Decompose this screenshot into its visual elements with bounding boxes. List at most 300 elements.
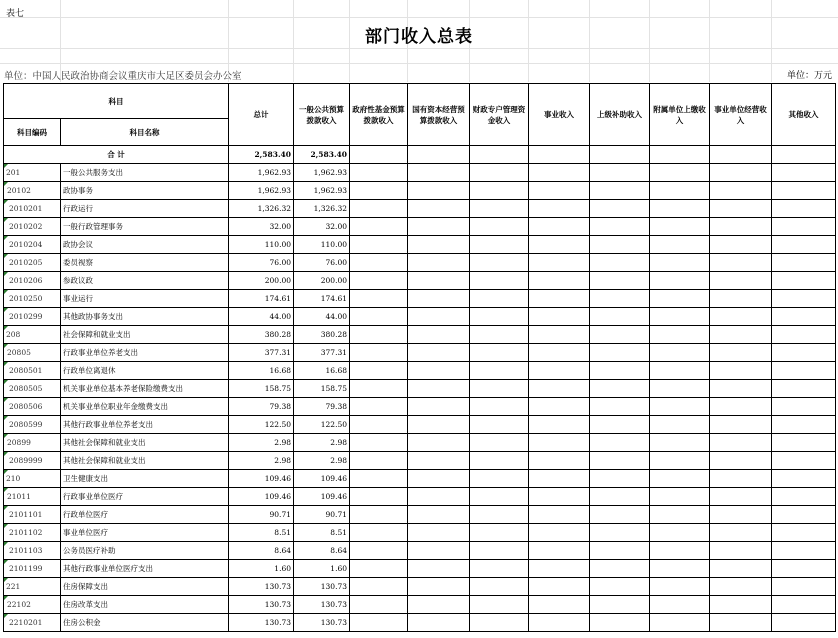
empty-cell[interactable] (590, 362, 650, 380)
empty-cell[interactable] (710, 254, 772, 272)
total-cell[interactable]: 130.73 (229, 578, 294, 596)
empty-cell[interactable] (470, 488, 529, 506)
table-row[interactable] (4, 164, 836, 182)
empty-cell[interactable] (590, 560, 650, 578)
header-business-operation[interactable]: 事业单位经营收入 (710, 84, 772, 146)
subject-name-cell[interactable]: 住房改革支出 (61, 596, 229, 614)
empty-cell[interactable] (350, 218, 408, 236)
header-special-fund[interactable]: 财政专户管理资金收入 (470, 84, 529, 146)
general-budget-cell[interactable]: 32.00 (294, 218, 350, 236)
empty-cell[interactable] (408, 272, 470, 290)
empty-cell[interactable] (408, 416, 470, 434)
empty-cell[interactable] (529, 380, 590, 398)
empty-cell[interactable] (650, 470, 710, 488)
empty-cell[interactable] (470, 452, 529, 470)
empty-cell[interactable] (772, 488, 836, 506)
empty-cell[interactable] (529, 218, 590, 236)
empty-cell[interactable] (590, 506, 650, 524)
total-cell[interactable]: 1.60 (229, 560, 294, 578)
empty-cell[interactable] (350, 362, 408, 380)
empty-cell[interactable] (590, 614, 650, 632)
empty-cell[interactable] (650, 560, 710, 578)
total-row[interactable] (4, 146, 836, 164)
subject-name-cell[interactable]: 事业单位医疗 (61, 524, 229, 542)
empty-cell[interactable] (529, 344, 590, 362)
empty-cell[interactable] (470, 164, 529, 182)
header-code[interactable]: 科目编码 (4, 119, 61, 146)
general-budget-cell[interactable]: 380.28 (294, 326, 350, 344)
empty-cell[interactable] (529, 560, 590, 578)
total-cell[interactable]: 90.71 (229, 506, 294, 524)
empty-cell[interactable] (408, 290, 470, 308)
subject-name-cell[interactable]: 参政议政 (61, 272, 229, 290)
total-cell[interactable]: 109.46 (229, 470, 294, 488)
subject-name-cell[interactable]: 机关事业单位职业年金缴费支出 (61, 398, 229, 416)
empty-cell[interactable] (470, 434, 529, 452)
empty-cell[interactable] (408, 182, 470, 200)
empty-cell[interactable] (772, 164, 836, 182)
empty-cell[interactable] (470, 596, 529, 614)
empty-cell[interactable] (590, 308, 650, 326)
empty-cell[interactable] (408, 218, 470, 236)
empty-cell[interactable] (710, 200, 772, 218)
table-row[interactable] (4, 380, 836, 398)
empty-cell[interactable] (350, 398, 408, 416)
empty-cell[interactable] (710, 362, 772, 380)
empty-cell[interactable] (590, 218, 650, 236)
empty-cell[interactable] (590, 146, 650, 164)
subject-code-cell[interactable]: 2080501 (4, 362, 61, 380)
empty-cell[interactable] (350, 200, 408, 218)
general-budget-cell[interactable]: 110.00 (294, 236, 350, 254)
empty-cell[interactable] (470, 506, 529, 524)
empty-cell[interactable] (408, 344, 470, 362)
subject-name-cell[interactable]: 其他社会保障和就业支出 (61, 434, 229, 452)
subject-code-cell[interactable]: 201 (4, 164, 61, 182)
total-cell[interactable]: 8.51 (229, 524, 294, 542)
empty-cell[interactable] (350, 416, 408, 434)
total-cell[interactable]: 380.28 (229, 326, 294, 344)
empty-cell[interactable] (350, 254, 408, 272)
empty-cell[interactable] (772, 272, 836, 290)
empty-cell[interactable] (710, 434, 772, 452)
empty-cell[interactable] (650, 542, 710, 560)
empty-cell[interactable] (529, 398, 590, 416)
empty-cell[interactable] (470, 254, 529, 272)
subject-name-cell[interactable]: 政协事务 (61, 182, 229, 200)
table-row[interactable] (4, 560, 836, 578)
empty-cell[interactable] (470, 218, 529, 236)
empty-cell[interactable] (650, 254, 710, 272)
general-budget-cell[interactable]: 2,583.40 (294, 146, 350, 164)
empty-cell[interactable] (710, 542, 772, 560)
empty-cell[interactable] (650, 416, 710, 434)
empty-cell[interactable] (470, 236, 529, 254)
empty-cell[interactable] (772, 398, 836, 416)
table-row[interactable] (4, 362, 836, 380)
empty-cell[interactable] (350, 326, 408, 344)
empty-cell[interactable] (350, 290, 408, 308)
empty-cell[interactable] (408, 146, 470, 164)
subject-name-cell[interactable]: 一般公共服务支出 (61, 164, 229, 182)
general-budget-cell[interactable]: 377.31 (294, 344, 350, 362)
empty-cell[interactable] (408, 560, 470, 578)
empty-cell[interactable] (772, 416, 836, 434)
empty-cell[interactable] (650, 614, 710, 632)
empty-cell[interactable] (350, 308, 408, 326)
empty-cell[interactable] (470, 524, 529, 542)
empty-cell[interactable] (470, 344, 529, 362)
table-row[interactable] (4, 524, 836, 542)
empty-cell[interactable] (470, 416, 529, 434)
subject-name-cell[interactable]: 社会保障和就业支出 (61, 326, 229, 344)
empty-cell[interactable] (772, 200, 836, 218)
subject-name-cell[interactable]: 政协会议 (61, 236, 229, 254)
empty-cell[interactable] (710, 326, 772, 344)
table-row[interactable] (4, 470, 836, 488)
empty-cell[interactable] (590, 452, 650, 470)
empty-cell[interactable] (772, 308, 836, 326)
total-cell[interactable]: 1,962.93 (229, 182, 294, 200)
general-budget-cell[interactable]: 109.46 (294, 470, 350, 488)
empty-cell[interactable] (710, 452, 772, 470)
subject-code-cell[interactable]: 2080599 (4, 416, 61, 434)
empty-cell[interactable] (772, 578, 836, 596)
empty-cell[interactable] (350, 434, 408, 452)
empty-cell[interactable] (350, 578, 408, 596)
total-cell[interactable]: 32.00 (229, 218, 294, 236)
empty-cell[interactable] (350, 542, 408, 560)
header-gov-fund[interactable]: 政府性基金预算拨款收入 (350, 84, 408, 146)
empty-cell[interactable] (650, 524, 710, 542)
empty-cell[interactable] (470, 308, 529, 326)
subject-name-cell[interactable]: 其他社会保障和就业支出 (61, 452, 229, 470)
empty-cell[interactable] (772, 524, 836, 542)
empty-cell[interactable] (650, 164, 710, 182)
table-row[interactable] (4, 308, 836, 326)
total-cell[interactable]: 158.75 (229, 380, 294, 398)
empty-cell[interactable] (470, 560, 529, 578)
empty-cell[interactable] (408, 254, 470, 272)
empty-cell[interactable] (408, 614, 470, 632)
subject-code-cell[interactable]: 2089999 (4, 452, 61, 470)
empty-cell[interactable] (350, 272, 408, 290)
empty-cell[interactable] (590, 398, 650, 416)
empty-cell[interactable] (408, 452, 470, 470)
empty-cell[interactable] (650, 326, 710, 344)
empty-cell[interactable] (470, 146, 529, 164)
empty-cell[interactable] (529, 488, 590, 506)
total-cell[interactable]: 200.00 (229, 272, 294, 290)
empty-cell[interactable] (590, 470, 650, 488)
empty-cell[interactable] (590, 254, 650, 272)
subject-code-cell[interactable]: 22102 (4, 596, 61, 614)
empty-cell[interactable] (650, 290, 710, 308)
empty-cell[interactable] (350, 470, 408, 488)
empty-cell[interactable] (772, 506, 836, 524)
subject-name-cell[interactable]: 事业运行 (61, 290, 229, 308)
empty-cell[interactable] (650, 488, 710, 506)
table-row[interactable] (4, 290, 836, 308)
general-budget-cell[interactable]: 130.73 (294, 614, 350, 632)
subject-name-cell[interactable]: 行政运行 (61, 200, 229, 218)
subject-name-cell[interactable]: 委员视察 (61, 254, 229, 272)
empty-cell[interactable] (590, 272, 650, 290)
empty-cell[interactable] (350, 236, 408, 254)
table-row[interactable] (4, 452, 836, 470)
empty-cell[interactable] (710, 146, 772, 164)
subject-code-cell[interactable]: 2010202 (4, 218, 61, 236)
subject-name-cell[interactable]: 行政事业单位医疗 (61, 488, 229, 506)
empty-cell[interactable] (650, 380, 710, 398)
subject-code-cell[interactable]: 2101103 (4, 542, 61, 560)
empty-cell[interactable] (710, 416, 772, 434)
general-budget-cell[interactable]: 90.71 (294, 506, 350, 524)
empty-cell[interactable] (772, 344, 836, 362)
empty-cell[interactable] (529, 362, 590, 380)
general-budget-cell[interactable]: 130.73 (294, 578, 350, 596)
empty-cell[interactable] (650, 578, 710, 596)
general-budget-cell[interactable]: 158.75 (294, 380, 350, 398)
empty-cell[interactable] (529, 596, 590, 614)
empty-cell[interactable] (529, 524, 590, 542)
empty-cell[interactable] (529, 146, 590, 164)
subject-code-cell[interactable]: 20899 (4, 434, 61, 452)
header-name[interactable]: 科目名称 (61, 119, 229, 146)
subject-code-cell[interactable]: 2010250 (4, 290, 61, 308)
subject-code-cell[interactable]: 221 (4, 578, 61, 596)
subject-code-cell[interactable]: 20805 (4, 344, 61, 362)
general-budget-cell[interactable]: 1.60 (294, 560, 350, 578)
empty-cell[interactable] (590, 200, 650, 218)
empty-cell[interactable] (470, 362, 529, 380)
empty-cell[interactable] (408, 506, 470, 524)
subject-code-cell[interactable]: 2080506 (4, 398, 61, 416)
empty-cell[interactable] (350, 146, 408, 164)
table-row[interactable] (4, 416, 836, 434)
empty-cell[interactable] (529, 470, 590, 488)
table-row[interactable] (4, 254, 836, 272)
subject-code-cell[interactable]: 210 (4, 470, 61, 488)
empty-cell[interactable] (529, 182, 590, 200)
empty-cell[interactable] (529, 542, 590, 560)
empty-cell[interactable] (529, 578, 590, 596)
empty-cell[interactable] (710, 308, 772, 326)
empty-cell[interactable] (710, 560, 772, 578)
empty-cell[interactable] (408, 380, 470, 398)
total-cell[interactable]: 79.38 (229, 398, 294, 416)
empty-cell[interactable] (710, 272, 772, 290)
empty-cell[interactable] (650, 344, 710, 362)
general-budget-cell[interactable]: 109.46 (294, 488, 350, 506)
empty-cell[interactable] (408, 362, 470, 380)
empty-cell[interactable] (772, 596, 836, 614)
subject-name-cell[interactable]: 行政事业单位养老支出 (61, 344, 229, 362)
empty-cell[interactable] (529, 200, 590, 218)
subject-name-cell[interactable]: 其他政协事务支出 (61, 308, 229, 326)
table-row[interactable] (4, 506, 836, 524)
header-affiliated-payment[interactable]: 附属单位上缴收入 (650, 84, 710, 146)
empty-cell[interactable] (650, 434, 710, 452)
empty-cell[interactable] (408, 596, 470, 614)
header-other[interactable]: 其他收入 (772, 84, 836, 146)
empty-cell[interactable] (470, 290, 529, 308)
empty-cell[interactable] (710, 182, 772, 200)
empty-cell[interactable] (772, 434, 836, 452)
empty-cell[interactable] (710, 398, 772, 416)
total-cell[interactable]: 109.46 (229, 488, 294, 506)
table-row[interactable] (4, 542, 836, 560)
subject-name-cell[interactable]: 机关事业单位基本养老保险缴费支出 (61, 380, 229, 398)
empty-cell[interactable] (650, 236, 710, 254)
table-row[interactable] (4, 488, 836, 506)
total-cell[interactable]: 1,962.93 (229, 164, 294, 182)
empty-cell[interactable] (350, 488, 408, 506)
subject-code-cell[interactable]: 2010206 (4, 272, 61, 290)
subject-code-cell[interactable]: 2210201 (4, 614, 61, 632)
subject-name-cell[interactable]: 行政单位医疗 (61, 506, 229, 524)
empty-cell[interactable] (772, 290, 836, 308)
table-row[interactable] (4, 344, 836, 362)
empty-cell[interactable] (650, 308, 710, 326)
subject-code-cell[interactable]: 20102 (4, 182, 61, 200)
total-cell[interactable]: 377.31 (229, 344, 294, 362)
table-row[interactable] (4, 578, 836, 596)
empty-cell[interactable] (470, 326, 529, 344)
empty-cell[interactable] (350, 524, 408, 542)
table-row[interactable] (4, 182, 836, 200)
empty-cell[interactable] (350, 560, 408, 578)
table-row[interactable] (4, 200, 836, 218)
empty-cell[interactable] (470, 614, 529, 632)
header-total[interactable]: 总计 (229, 84, 294, 146)
general-budget-cell[interactable]: 2.98 (294, 452, 350, 470)
empty-cell[interactable] (772, 254, 836, 272)
empty-cell[interactable] (650, 182, 710, 200)
empty-cell[interactable] (529, 290, 590, 308)
empty-cell[interactable] (772, 560, 836, 578)
empty-cell[interactable] (710, 488, 772, 506)
empty-cell[interactable] (772, 362, 836, 380)
empty-cell[interactable] (529, 326, 590, 344)
general-budget-cell[interactable]: 1,962.93 (294, 182, 350, 200)
general-budget-cell[interactable]: 130.73 (294, 596, 350, 614)
header-superior-subsidy[interactable]: 上级补助收入 (590, 84, 650, 146)
empty-cell[interactable] (408, 470, 470, 488)
subject-name-cell[interactable]: 行政单位离退休 (61, 362, 229, 380)
empty-cell[interactable] (470, 200, 529, 218)
total-cell[interactable]: 16.68 (229, 362, 294, 380)
empty-cell[interactable] (470, 578, 529, 596)
empty-cell[interactable] (590, 182, 650, 200)
total-cell[interactable]: 174.61 (229, 290, 294, 308)
header-business[interactable]: 事业收入 (529, 84, 590, 146)
empty-cell[interactable] (590, 578, 650, 596)
empty-cell[interactable] (650, 398, 710, 416)
general-budget-cell[interactable]: 8.51 (294, 524, 350, 542)
subject-name-cell[interactable]: 一般行政管理事务 (61, 218, 229, 236)
empty-cell[interactable] (650, 452, 710, 470)
empty-cell[interactable] (710, 614, 772, 632)
table-row[interactable] (4, 272, 836, 290)
table-row[interactable] (4, 596, 836, 614)
empty-cell[interactable] (772, 326, 836, 344)
empty-cell[interactable] (710, 596, 772, 614)
subject-name-cell[interactable]: 公务员医疗补助 (61, 542, 229, 560)
empty-cell[interactable] (470, 542, 529, 560)
table-row[interactable] (4, 434, 836, 452)
empty-cell[interactable] (350, 614, 408, 632)
empty-cell[interactable] (470, 272, 529, 290)
empty-cell[interactable] (470, 182, 529, 200)
empty-cell[interactable] (590, 164, 650, 182)
table-row[interactable] (4, 326, 836, 344)
empty-cell[interactable] (529, 236, 590, 254)
subject-code-cell[interactable]: 2010299 (4, 308, 61, 326)
general-budget-cell[interactable]: 1,962.93 (294, 164, 350, 182)
empty-cell[interactable] (590, 596, 650, 614)
empty-cell[interactable] (772, 236, 836, 254)
empty-cell[interactable] (408, 308, 470, 326)
general-budget-cell[interactable]: 76.00 (294, 254, 350, 272)
empty-cell[interactable] (590, 344, 650, 362)
subject-code-cell[interactable]: 2101102 (4, 524, 61, 542)
table-row[interactable] (4, 614, 836, 632)
empty-cell[interactable] (710, 470, 772, 488)
empty-cell[interactable] (350, 506, 408, 524)
header-subject[interactable]: 科目 (4, 84, 229, 119)
empty-cell[interactable] (529, 164, 590, 182)
empty-cell[interactable] (408, 326, 470, 344)
total-cell[interactable]: 8.64 (229, 542, 294, 560)
table-row[interactable] (4, 218, 836, 236)
empty-cell[interactable] (408, 542, 470, 560)
total-cell[interactable]: 2.98 (229, 434, 294, 452)
empty-cell[interactable] (650, 362, 710, 380)
empty-cell[interactable] (590, 236, 650, 254)
empty-cell[interactable] (529, 614, 590, 632)
empty-cell[interactable] (529, 452, 590, 470)
subject-code-cell[interactable]: 2080505 (4, 380, 61, 398)
subject-name-cell[interactable]: 其他行政事业单位养老支出 (61, 416, 229, 434)
total-cell[interactable]: 2,583.40 (229, 146, 294, 164)
empty-cell[interactable] (408, 236, 470, 254)
empty-cell[interactable] (529, 416, 590, 434)
empty-cell[interactable] (529, 434, 590, 452)
empty-cell[interactable] (529, 308, 590, 326)
empty-cell[interactable] (590, 380, 650, 398)
empty-cell[interactable] (650, 272, 710, 290)
subject-code-cell[interactable]: 2010201 (4, 200, 61, 218)
subject-code-cell[interactable]: 21011 (4, 488, 61, 506)
empty-cell[interactable] (650, 506, 710, 524)
empty-cell[interactable] (350, 182, 408, 200)
empty-cell[interactable] (590, 290, 650, 308)
empty-cell[interactable] (772, 380, 836, 398)
empty-cell[interactable] (650, 218, 710, 236)
empty-cell[interactable] (710, 218, 772, 236)
general-budget-cell[interactable]: 122.50 (294, 416, 350, 434)
subject-name-cell[interactable]: 卫生健康支出 (61, 470, 229, 488)
total-cell[interactable]: 122.50 (229, 416, 294, 434)
table-row[interactable] (4, 236, 836, 254)
empty-cell[interactable] (710, 506, 772, 524)
empty-cell[interactable] (350, 452, 408, 470)
general-budget-cell[interactable]: 8.64 (294, 542, 350, 560)
header-state-capital[interactable]: 国有资本经营预算拨款收入 (408, 84, 470, 146)
empty-cell[interactable] (350, 164, 408, 182)
empty-cell[interactable] (772, 470, 836, 488)
